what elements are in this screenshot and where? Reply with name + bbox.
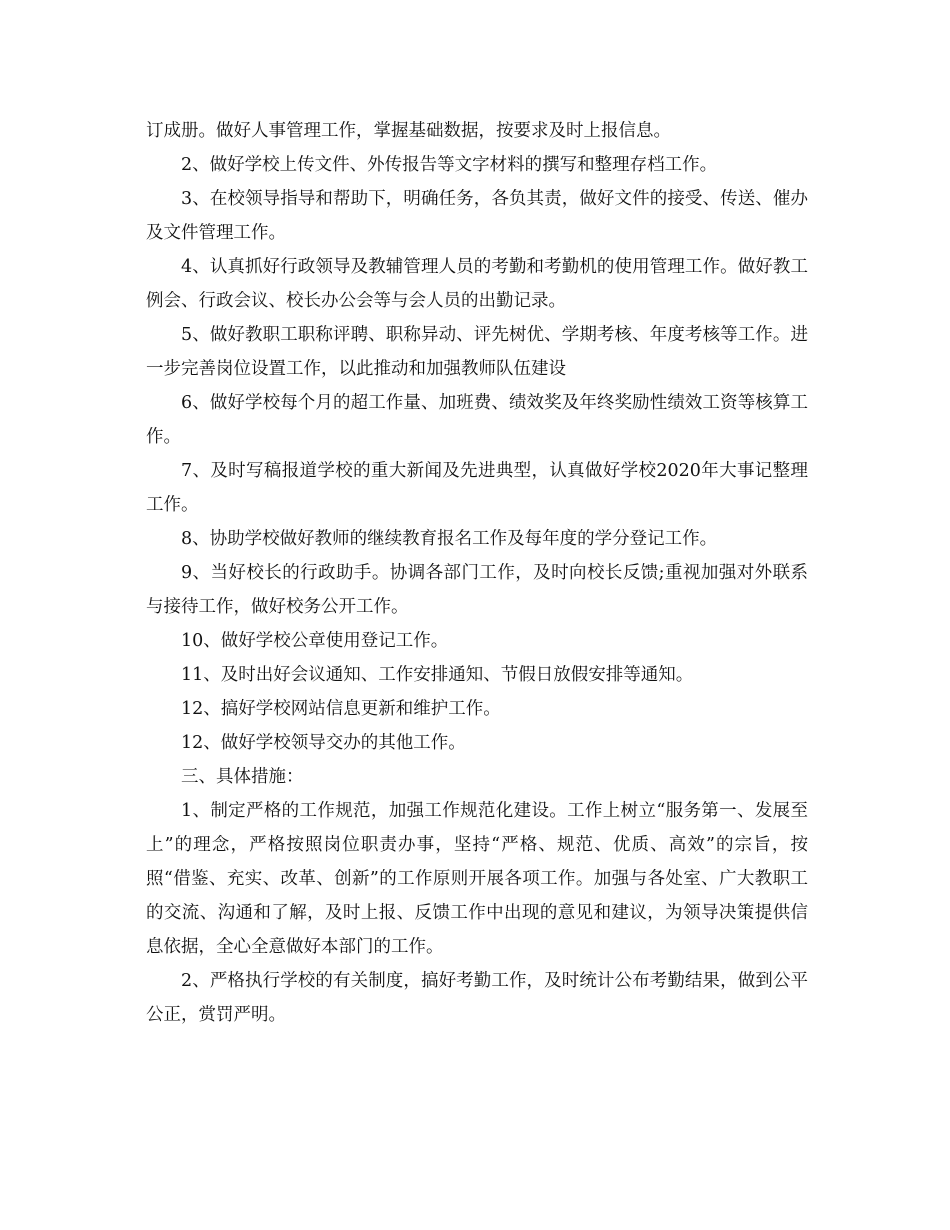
section-heading-measures: 三、具体措施： xyxy=(181,767,304,787)
paragraph-item-11: 11、及时出好会议通知、工作安排通知、节假日放假安排等通知。 xyxy=(181,665,694,685)
paragraph-item-4: 4、认真抓好行政领导及教辅管理人员的考勤和考勤机的使用管理工作。做好教工例会、行政会议、校长办公会等与会人员的出勤记录。 xyxy=(146,257,808,311)
paragraph-item-8: 8、协助学校做好教师的继续教育报名工作及每年度的学分登记工作。 xyxy=(181,529,718,549)
paragraph-measure-2: 2、严格执行学校的有关制度，搞好考勤工作，及时统计公布考勤结果，做到公平公正，赏罚严明。 xyxy=(146,971,808,1025)
paragraph-item-2: 2、做好学校上传文件、外传报告等文字材料的撰写和整理存档工作。 xyxy=(181,155,718,175)
paragraph-item-9: 9、当好校长的行政助手。协调各部门工作，及时向校长反馈;重视加强对外联系与接待工作，做好校务公开工作。 xyxy=(146,563,808,617)
paragraph-item-3: 3、在校领导指导和帮助下，明确任务，各负其责，做好文件的接受、传送、催办及文件管理工作。 xyxy=(146,189,808,243)
paragraph-item-12a: 12、搞好学校网站信息更新和维护工作。 xyxy=(181,699,501,719)
document-page xyxy=(146,114,808,1032)
paragraph-item-7: 7、及时写稿报道学校的重大新闻及先进典型，认真做好学校2020年大事记整理工作。 xyxy=(146,461,808,515)
paragraph-item-12b: 12、做好学校领导交办的其他工作。 xyxy=(181,733,466,753)
paragraph-measure-1: 1、制定严格的工作规范，加强工作规范化建设。工作上树立“服务第一、发展至上”的理念，严格按照岗位职责办事，坚持“严格、规范、优质、高效”的宗旨，按照“借鉴、充实、改革、创新”的工作原则开展各项工作。加强与各处室、广大教职工的交流、沟通和了解，及时上报、反馈工作中出现的意见和建议，为领导决策提供信息依据，全心全意做好本部门的工作。 xyxy=(146,801,808,957)
paragraph-continuation: 订成册。做好人事管理工作，掌握基础数据，按要求及时上报信息。 xyxy=(146,121,671,141)
paragraph-item-6: 6、做好学校每个月的超工作量、加班费、绩效奖及年终奖励性绩效工资等核算工作。 xyxy=(146,393,808,447)
paragraph-item-5: 5、做好教职工职称评聘、职称异动、评先树优、学期考核、年度考核等工作。进一步完善岗位设置工作，以此推动和加强教师队伍建设 xyxy=(146,325,808,379)
paragraph-item-10: 10、做好学校公章使用登记工作。 xyxy=(181,631,449,651)
